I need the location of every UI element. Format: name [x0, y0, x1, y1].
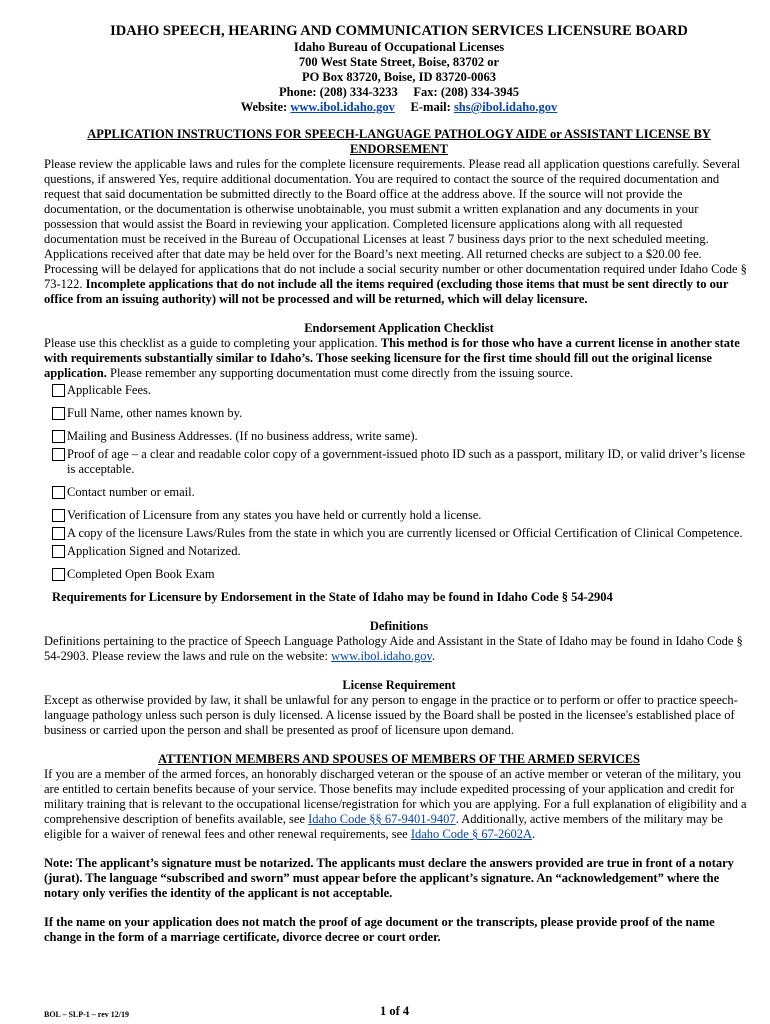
checklist-item-label: Contact number or email. [67, 485, 195, 499]
board-title: IDAHO SPEECH, HEARING AND COMMUNICATION SERVICES LICENSURE BOARD [110, 23, 688, 39]
checklist-item [52, 447, 754, 477]
checkbox[interactable] [52, 568, 65, 581]
page-number: 1 of 4 [380, 1004, 410, 1018]
definitions-text: Definitions pertaining to the practice of Speech Language Pathology Aide and Assistant in the State of Idaho may be found in Idaho Code § 54-2903. Please review the laws and rule on the website: [44, 634, 743, 663]
checklist-item-label: Application Signed and Notarized. [67, 544, 241, 558]
checklist-intro-b: Please remember any supporting documentation must come directly from the issuing source. [106, 366, 574, 380]
street-address: 700 West State Street, Boise, 83702 or [298, 55, 500, 69]
checklist-item [52, 406, 754, 421]
form-code: BOL – SLP-1 – rev 12/19 [44, 1010, 129, 1019]
checklist-item [52, 526, 754, 541]
armed-text-b: . Additionally, active members of the military may be eligible for a waiver of renewal fees and other renewal requirements, see [44, 812, 723, 841]
checklist-item-label: Completed Open Book Exam [67, 567, 215, 581]
email-label: E-mail: [410, 100, 454, 114]
application-title: APPLICATION INSTRUCTIONS FOR SPEECH-LANGUAGE PATHOLOGY AIDE or ASSISTANT LICENSE BY ENDORSEMENT [87, 127, 711, 156]
checklist-item-label: Proof of age – a clear and readable color copy of a government-issued photo ID such as a passport, military ID, or valid driver’s license is acceptable. [67, 447, 746, 476]
document-page [44, 22, 754, 945]
checklist-heading: Endorsement Application Checklist [304, 321, 494, 335]
armed-text-c: . [532, 827, 536, 841]
definitions-heading: Definitions [369, 619, 429, 633]
bureau-name: Idaho Bureau of Occupational Licenses [293, 40, 505, 54]
checkbox[interactable] [52, 430, 65, 443]
checklist-item-label: Applicable Fees. [67, 383, 152, 397]
checklist-item [52, 544, 754, 559]
definitions-paragraph [44, 634, 754, 664]
notary-note: Note: The applicant’s signature must be notarized. The applicants must declare the answers provided are true in front of a notary (jurat). The language “subscribed and sworn” must appear before the applicant’s signature. An “acknowledgement” where the notary only verifies the identity of the applicant is not acceptable. [44, 856, 734, 900]
definitions-end: . [431, 649, 436, 663]
checkbox[interactable] [52, 527, 65, 540]
web-email-line [44, 100, 754, 115]
phone-fax-line [44, 85, 754, 100]
armed-services-heading: ATTENTION MEMBERS AND SPOUSES OF MEMBERS OF THE ARMED SERVICES [158, 752, 640, 766]
checklist-item [52, 567, 754, 582]
checkbox[interactable] [52, 545, 65, 558]
checklist-intro-a: Please use this checklist as a guide to completing your application. [44, 336, 381, 350]
idaho-code-67-2602a-link[interactable]: Idaho Code § 67-2602A [410, 827, 533, 841]
checkbox[interactable] [52, 384, 65, 397]
license-requirement-heading: License Requirement [342, 678, 456, 692]
name-change-note: If the name on your application does not match the proof of age document or the transcripts, please provide proof of the name change in the form of a marriage certificate, divorce decree or court order. [44, 915, 715, 944]
intro-bold-text: Incomplete applications that do not include all the items required (excluding those items that must be sent directly to our office from an issuing authority) will not be processed and will be returned, which will delay licensure. [44, 277, 729, 306]
checklist-intro [44, 336, 754, 381]
checkbox[interactable] [52, 509, 65, 522]
checkbox[interactable] [52, 407, 65, 420]
website-label: Website: [240, 100, 291, 114]
intro-paragraph [44, 157, 754, 307]
requirements-statement: Requirements for Licensure by Endorsement in the State of Idaho may be found in Idaho Code § 54-2904 [52, 590, 613, 604]
checklist-item-label: Mailing and Business Addresses. (If no business address, write same). [67, 429, 418, 443]
intro-text: Please review the applicable laws and rules for the complete licensure requirements. Please read all application questions carefully. Several questions, if answered Yes, require additional documentation. You are required to contact the source of the required documentation and request that said documentation be submitted directly to the Board office at the address above. If the source will not provide the documentation, or the documentation is otherwise unobtainable, you must submit a written explanation and any documents in your possession that would assist the Board in reviewing your application. Completed licensure applications along with all requested documentation must be received in the Bureau of Occupational Licenses at least 7 business days prior to the next scheduled meeting. Applications received after that date may be held over for the Board’s next meeting. All returned checks are subject to a $20.00 fee. Processing will be delayed for applications that do not include a social security number or other documentation required under Idaho Code § 73-122. [44, 157, 747, 291]
checkbox[interactable] [52, 486, 65, 499]
checklist-item [52, 383, 754, 398]
checklist-item [52, 485, 754, 500]
checklist-item [52, 508, 754, 523]
website-link[interactable]: www.ibol.idaho.gov [290, 100, 395, 114]
armed-text-a: If you are a member of the armed forces, an honorably discharged veteran or the spouse of an active member or veteran of the military, you are entitled to certain benefits because of your service. Those benefits may include expedited processing of your application and credit for military training that is relevant to the occupational license/registration for which you are applying. For a full explanation of eligibility and a comprehensive description of benefits available, see [44, 767, 747, 826]
po-box: PO Box 83720, Boise, ID 83720-0063 [301, 70, 497, 84]
letterhead [44, 22, 754, 115]
checklist [44, 383, 754, 582]
idaho-code-67-9401-link[interactable]: Idaho Code §§ 67-9401-9407 [308, 812, 456, 826]
definitions-link[interactable]: www.ibol.idaho.gov [331, 649, 432, 663]
checklist-item-label: Verification of Licensure from any states you have held or currently hold a license. [67, 508, 482, 522]
checklist-item [52, 429, 754, 444]
phone: Phone: (208) 334-3233 [279, 85, 398, 99]
checkbox[interactable] [52, 448, 65, 461]
checklist-item-label: Full Name, other names known by. [67, 406, 243, 420]
email-link[interactable]: shs@ibol.idaho.gov [453, 100, 558, 114]
license-requirement-paragraph: Except as otherwise provided by law, it shall be unlawful for any person to engage in the practice or to perform or offer to practice speech-language pathology unless such person is duly licensed. A license issued by the Board shall be posted in the licensee's established place of business or carried upon the person and shall be presented as proof of licensure upon demand. [44, 693, 738, 737]
armed-services-paragraph [44, 767, 754, 842]
fax: Fax: (208) 334-3945 [413, 85, 519, 99]
checklist-intro-bold: This method is for those who have a current license in another state with requirements substantially similar to Idaho’s. Those seeking licensure for the first time should fill out the original license application. [44, 336, 740, 380]
checklist-item-label: A copy of the licensure Laws/Rules from the state in which you are currently licensed or Official Certification of Clinical Competence. [67, 526, 743, 540]
